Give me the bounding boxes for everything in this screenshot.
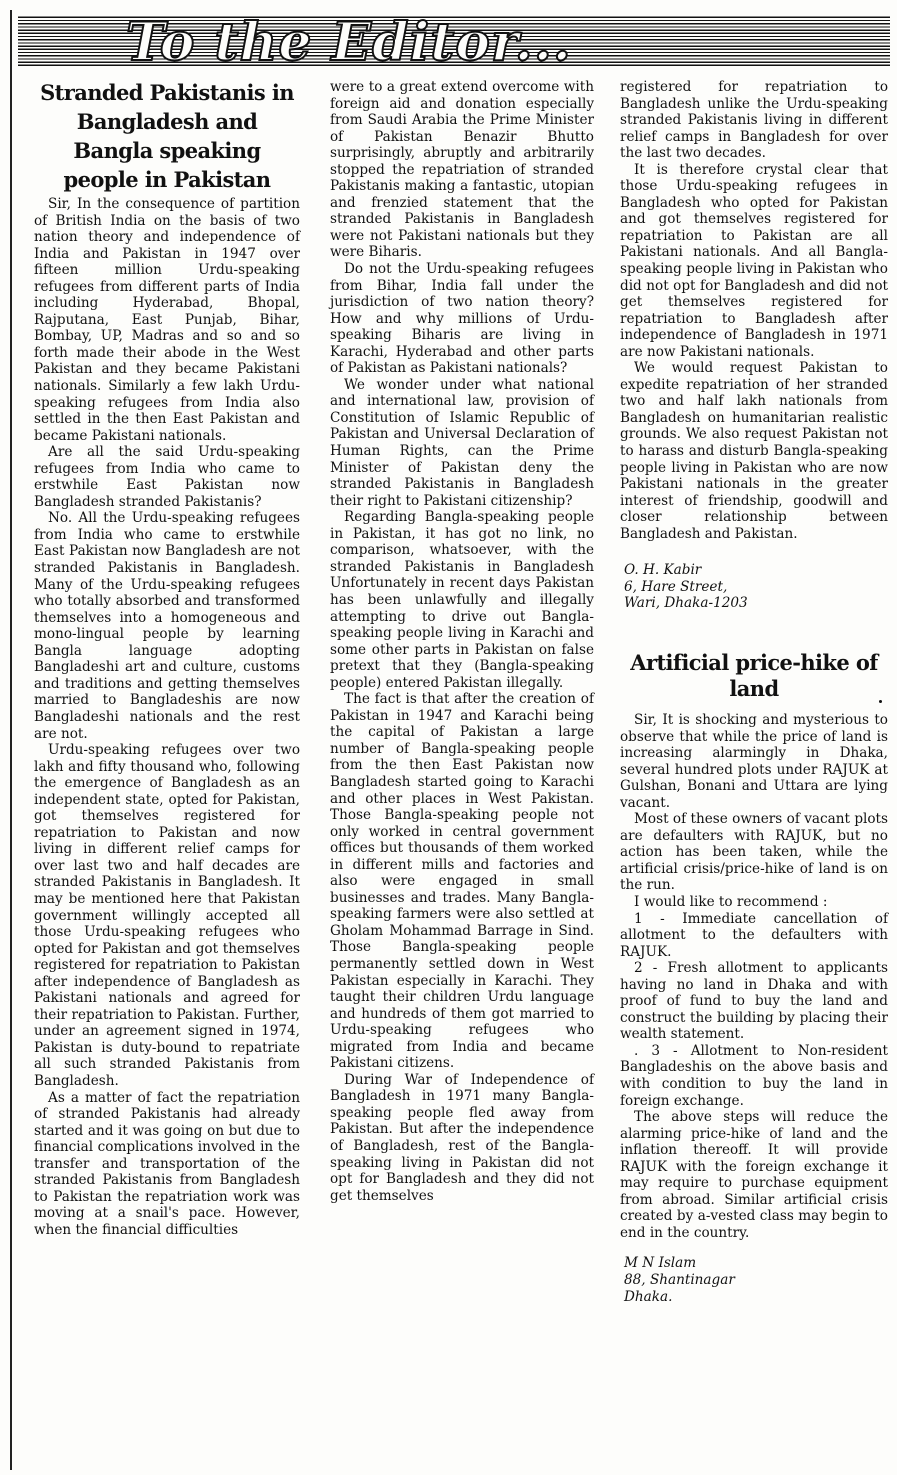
letter1-paragraph: We wonder under what national and international law, provision of Constitution of Islamic Republic of Pakistan and Universal Declaration of Human Rights, can the Prime Minister of Pakistan deny the stranded Pakistanis in Bangladesh their right to Pakistani citizenship? (330, 376, 594, 509)
letter1-signature (620, 562, 888, 612)
letter1-paragraph: Urdu-speaking refugees over two lakh and fifty thousand who, following the emergence of Bangladesh as an independent state, opted for Pakistan, got themselves registered for repatriation to Pakistan and now living in different relief camps for over last two and half decades are stranded Pakistanis in Bangladesh. It may be mentioned here that Pakistan government willingly accepted all those Urdu-speaking refugees who opted for Pakistan and got themselves registered for repatriation to Pakistan after independence of Bangladesh as Pakistani nationals and agreed for their repatriation to Pakistan. Further, under an agreement signed in 1974, Pakistan is duty-bound to repatriate all such stranded Pakistanis from Bangladesh. (34, 742, 300, 1089)
letter1-paragraph: It is therefore crystal clear that those Urdu-speaking refugees in Bangladesh who opted for Pakistan and got themselves registered for repatriation to Pakistan are all Pakistani nationals. And all Bangla-speaking people living in Pakistan who did not opt for Bangladesh and did not get themselves registered for repatriation to Bangladesh after independence of Bangladesh in 1971 are now Pakistani nationals. (620, 161, 888, 360)
column-rule (10, 10, 12, 1470)
letter1-paragraph: During War of Independence of Bangladesh in 1971 many Bangla-speaking people fled away from Pakistan. But after the independence of Bangladesh, rest of the Bangla-speaking living in Pakistan did not opt for Bangladesh and they did not get themselves (330, 1071, 594, 1204)
signature-name: O. H. Kabir (624, 562, 702, 579)
column-3 (620, 79, 888, 1305)
letter2-paragraph: . 3 - Allotment to Non-resident Bangladeshis on the above basis and with condition to buy the land in foreign exchange. (620, 1042, 888, 1109)
letter2-paragraph: Most of these owners of vacant plots are defaulters with RAJUK, but no action has been taken, while the artificial crisis/price-hike of land is on the run. (620, 811, 888, 894)
column-1 (34, 78, 300, 1238)
letter2-headline: Artificial price-hike of land (630, 649, 878, 701)
signature-street: 88, Shantinagar (624, 1272, 735, 1288)
letter2-paragraph: Sir, It is shocking and mysterious to observe that while the price of land is increasing alarmingly in Dhaka, several hundred plots under RAJUK at Gulshan, Bonani and Uttara are lying vacant. (620, 711, 888, 811)
letter2-paragraph: The above steps will reduce the alarming price-hike of land and the inflation thereoff. It will provide RAJUK with the foreign exchange it may require to purchase equipment from abroad. Similar artificial crisis created by a-vested class may begin to end in the country. (620, 1109, 888, 1241)
letter1-paragraph: registered for repatriation to Bangladesh unlike the Urdu-speaking stranded Pakistanis living in different relief camps in Bangladesh for over the last two decades. (620, 79, 888, 162)
masthead-title: To the Editor... (126, 12, 572, 73)
letter1-paragraph: Sir, In the consequence of partition of British India on the basis of two nation theory and independence of India and Pakistan in 1947 over fifteen million Urdu-speaking refugees from different parts of India including Hyderabad, Bhopal, Rajputana, East Punjab, Bihar, Bombay, UP, Madras and so and so forth made their abode in the West Pakistan and they became Pakistani nationals. Similarly a few lakh Urdu-speaking refugees from India also settled in the then East Pakistan and became Pakistani nationals. (34, 196, 300, 444)
signature-city: Wari, Dhaka-1203 (624, 595, 748, 612)
signature-street: 6, Hare Street, (624, 578, 728, 595)
signature-name: M N Islam (624, 1255, 697, 1272)
letter2-paragraph: 2 - Fresh allotment to applicants having no land in Dhaka and with proof of fund to buy the land and construct the building by placing their wealth statement. (620, 960, 888, 1043)
letter2-signature (620, 1255, 888, 1305)
ink-dot (879, 700, 882, 703)
letter1-paragraph: We would request Pakistan to expedite repatriation of her stranded two and half lakh nationals from Bangladesh on humanitarian realistic grounds. We also request Pakistan not to harass and disturb Bangla-speaking people living in Pakistan who are now Pakistani nationals in the greater interest of friendship, goodwill and closer relationship between Bangladesh and Pakistan. (620, 360, 888, 542)
letter1-paragraph: The fact is that after the creation of Pakistan in 1947 and Karachi being the capital of Pakistan a large number of Bangla-speaking people from the then East Pakistan now Bangladesh started going to Karachi and other places in West Pakistan. Those Bangla-speaking people not only worked in central government offices but thousands of them worked in different mills and factories and also were engaged in small businesses and trades. Many Bangla-speaking farmers were also settled at Gholam Mohammad Barrage in Sind. Those Bangla-speaking people permanently settled down in West Pakistan especially in Karachi. They taught their children Urdu language and hundreds of them got married to Urdu-speaking refugees who migrated from India and became Pakistani citizens. (330, 691, 594, 1072)
letter1-paragraph: were to a great extend overcome with foreign aid and donation especially from Saudi Arabia the Prime Minister of Pakistan Benazir Bhutto surprisingly, abruptly and arbitrarily stopped the repatriation of stranded Pakistanis making a fantastic, utopian and frenzied statement that the stranded Pakistanis in Bangladesh were not Pakistani nationals but they were Biharis. (330, 79, 594, 261)
letter1-paragraph: Regarding Bangla-speaking people in Pakistan, it has got no link, no comparison, whatsoever, with the stranded Pakistanis in Bangladesh Unfortunately in recent days Pakistan has been unlawfully and illegally attempting to drive out Bangla-speaking people living in Karachi and some other parts in Pakistan on false pretext that they (Bangla-speaking people) entered Pakistan illegally. (330, 509, 594, 691)
letter1-paragraph: Do not the Urdu-speaking refugees from Bihar, India fall under the jurisdiction of two nation theory? How and why millions of Urdu-speaking Biharis are living in Karachi, Hyderabad and other parts of Pakistan as Pakistani nationals? (330, 261, 594, 377)
letter2-paragraph: I would like to recommend : (634, 893, 828, 910)
letter1-paragraph: No. All the Urdu-speaking refugees from India who came to erstwhile East Pakistan now Bangladesh are not stranded Pakistanis in Bangladesh. Many of the Urdu-speaking refugees who totally absorbed and transformed themselves into a homogeneous and mono-lingual people by learning Bangla language adopting Bangladeshi art and culture, customs and traditions and getting themselves married to Bangladeshis are now Bangladeshi nationals and the rest are not. (34, 510, 300, 742)
column-2 (330, 79, 594, 1204)
letter1-paragraph: As a matter of fact the repatriation of stranded Pakistanis had already started and it was going on but due to financial complications involved in the transfer and transportation of the stranded Pakistanis from Bangladesh to Pakistan the repatriation work was moving at a snail's pace. However, when the financial difficulties (34, 1089, 300, 1238)
letter1-paragraph: Are all the said Urdu-speaking refugees from India who came to erstwhile East Pakistan now Bangladesh stranded Pakistanis? (34, 444, 300, 510)
masthead-banner (18, 12, 890, 73)
letter2-paragraph: 1 - Immediate cancellation of allotment to the defaulters with RAJUK. (620, 910, 888, 960)
letter1-headline: Stranded Pakistanis in Bangladesh and Bangla speaking people in Pakistan (40, 80, 294, 192)
signature-city: Dhaka. (624, 1288, 673, 1305)
